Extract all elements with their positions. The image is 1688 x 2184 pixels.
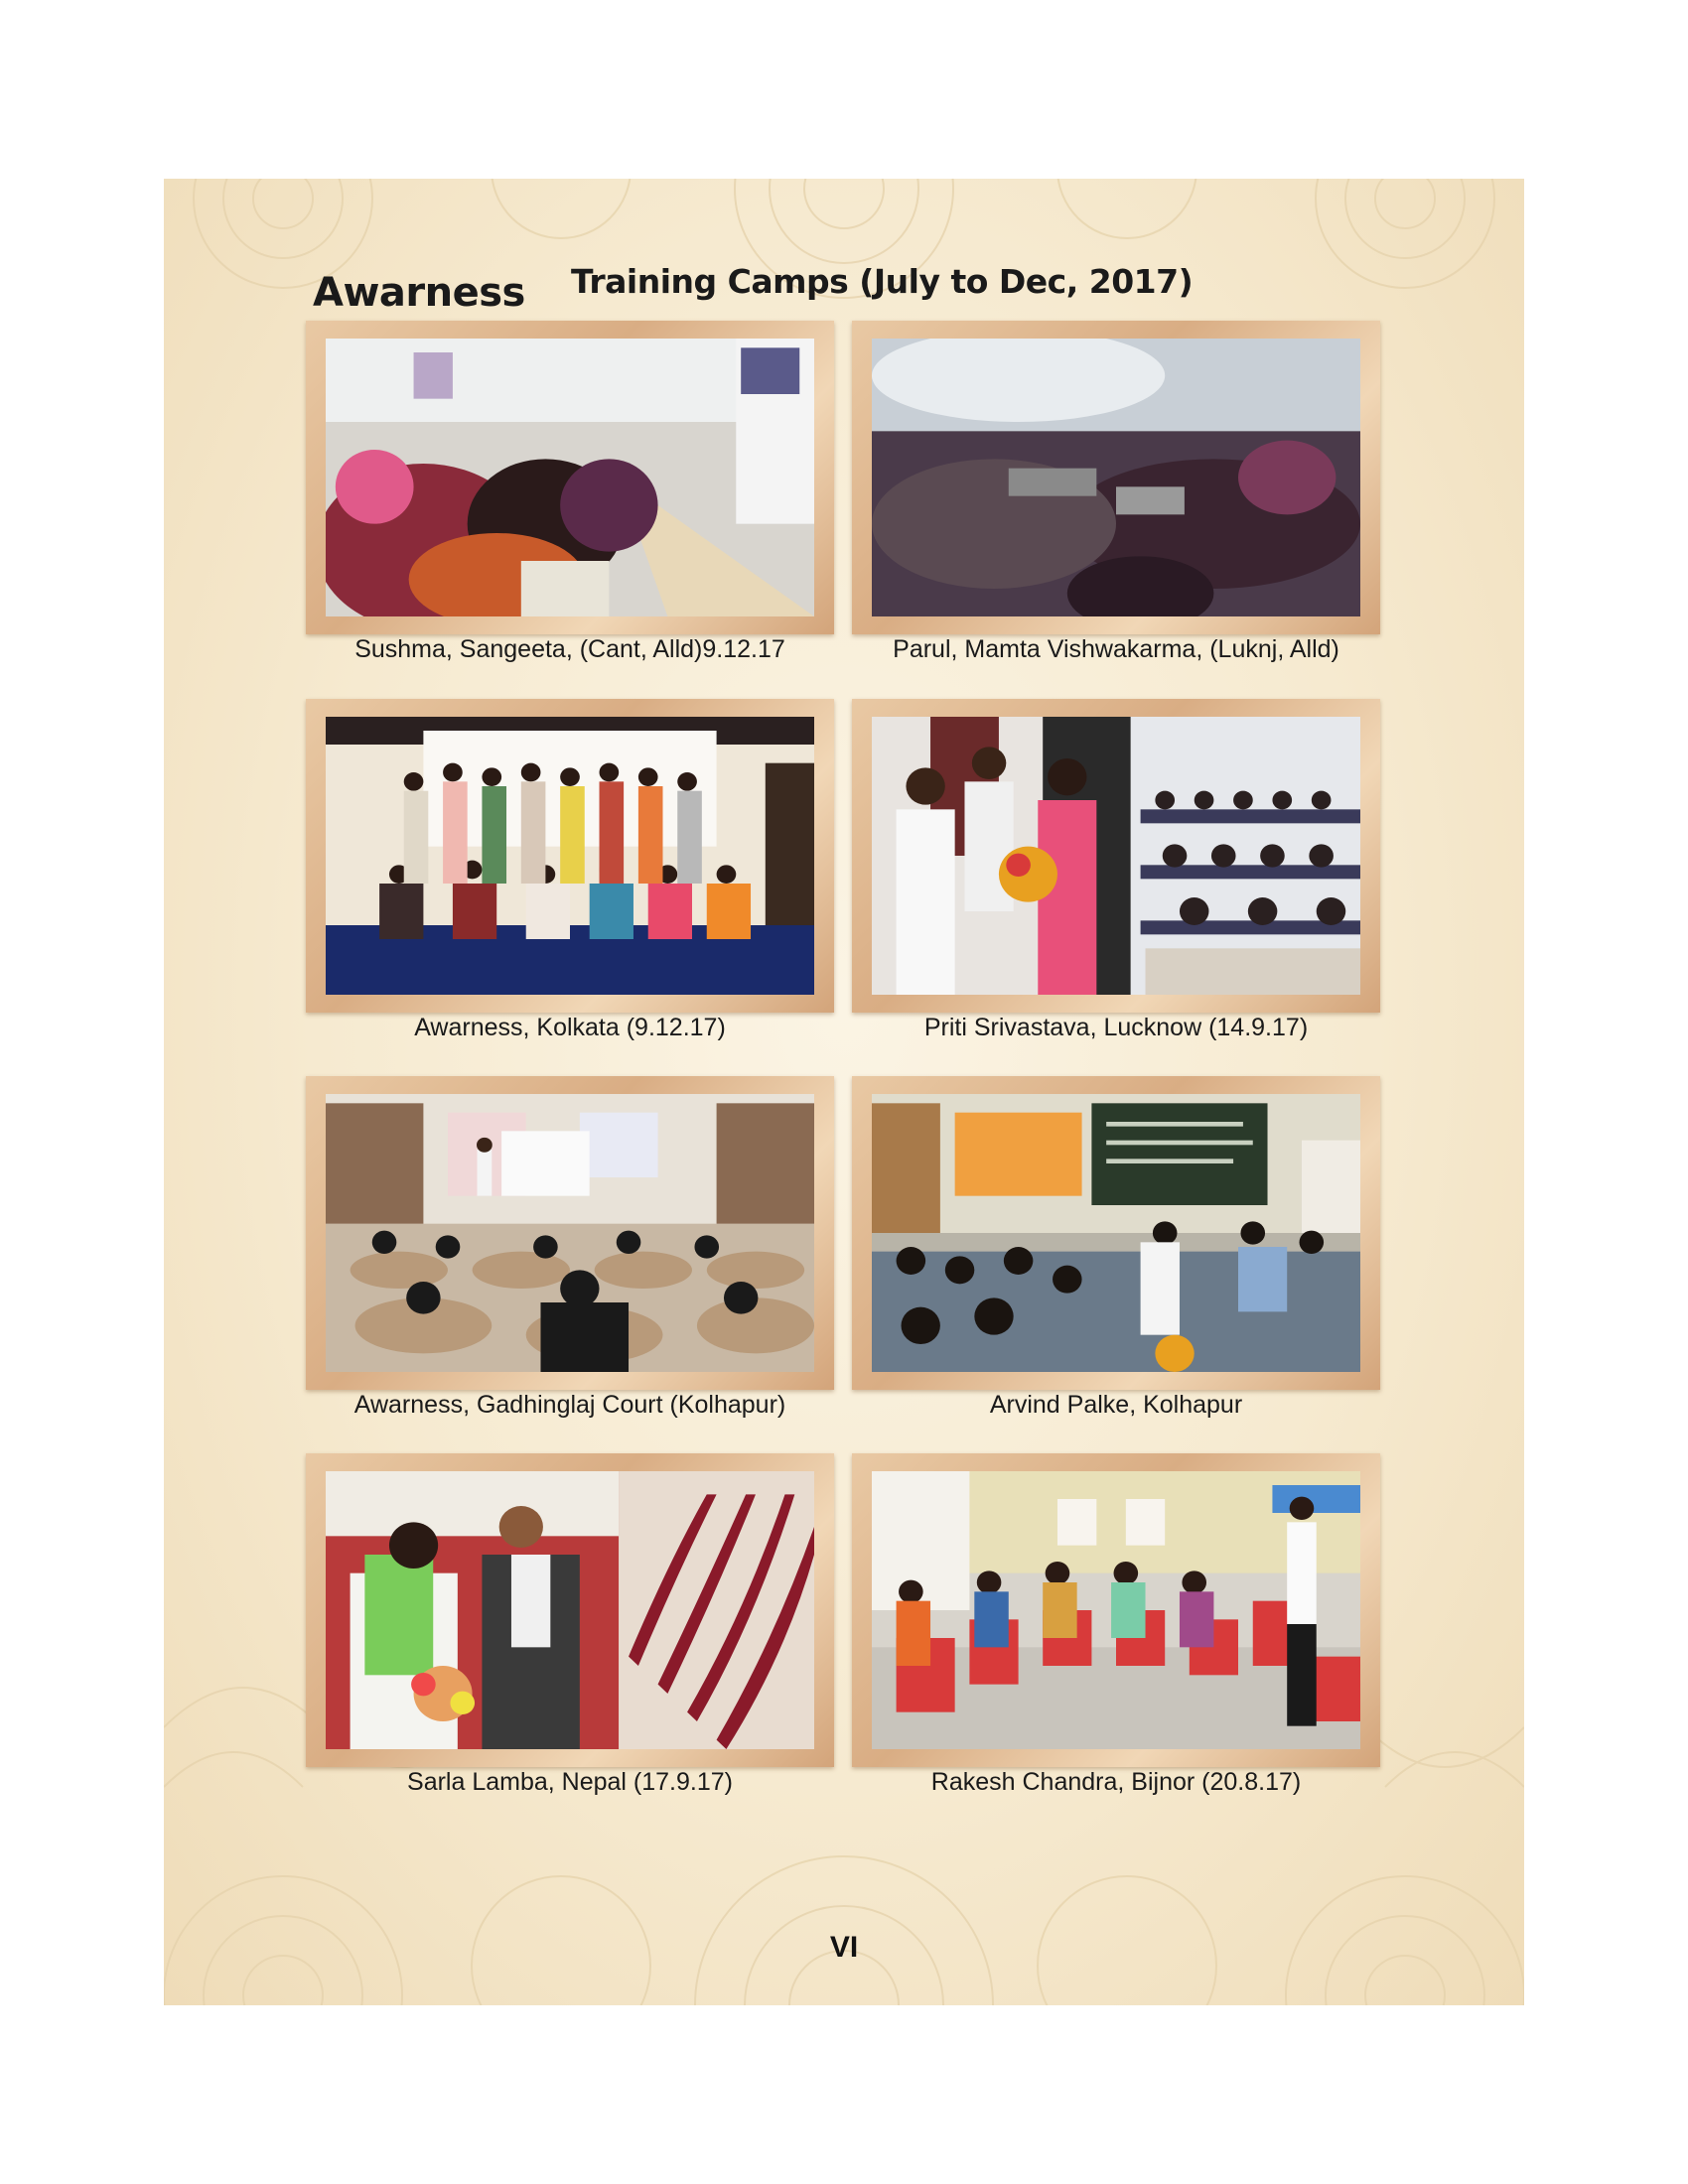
classroom-audience-photo [326, 339, 814, 616]
felicitation-and-auditorium-photo [326, 1471, 814, 1749]
photo-caption-1: Sushma, Sangeeta, (Cant, Alld)9.12.17 [354, 635, 785, 663]
photo-caption-7: Sarla Lamba, Nepal (17.9.17) [407, 1768, 733, 1796]
bouquet-felicitation-and-class-photo [872, 717, 1360, 995]
photo-frame-4 [852, 699, 1380, 1013]
section-title: Awarness [313, 270, 525, 316]
brochure-page [164, 179, 1524, 2005]
photo-frame-8 [852, 1453, 1380, 1767]
photo-caption-3: Awarness, Kolkata (9.12.17) [414, 1014, 726, 1041]
school-classroom-photo [872, 1094, 1360, 1372]
group-photo-women [326, 717, 814, 995]
photo-caption-2: Parul, Mamta Vishwakarma, (Luknj, Alld) [893, 635, 1339, 663]
photo-caption-8: Rakesh Chandra, Bijnor (20.8.17) [930, 1768, 1302, 1796]
page-number: VI [829, 1931, 859, 1964]
photo-frame-3 [306, 699, 834, 1013]
women-seated-red-chairs-photo [872, 1471, 1360, 1749]
photo-frame-7 [306, 1453, 834, 1767]
photo-frame-5 [306, 1076, 834, 1390]
photo-caption-5: Awarness, Gadhinglaj Court (Kolhapur) [353, 1391, 786, 1419]
photo-caption-6: Arvind Palke, Kolhapur [989, 1391, 1243, 1419]
photo-frame-1 [306, 321, 834, 634]
court-hall-lecture-photo [326, 1094, 814, 1372]
page-heading: Training Camps (July to Dec, 2017) [571, 262, 1194, 301]
dim-hall-audience-photo [872, 339, 1360, 616]
photo-frame-6 [852, 1076, 1380, 1390]
photo-frame-2 [852, 321, 1380, 634]
photo-caption-4: Priti Srivastava, Lucknow (14.9.17) [923, 1014, 1309, 1041]
